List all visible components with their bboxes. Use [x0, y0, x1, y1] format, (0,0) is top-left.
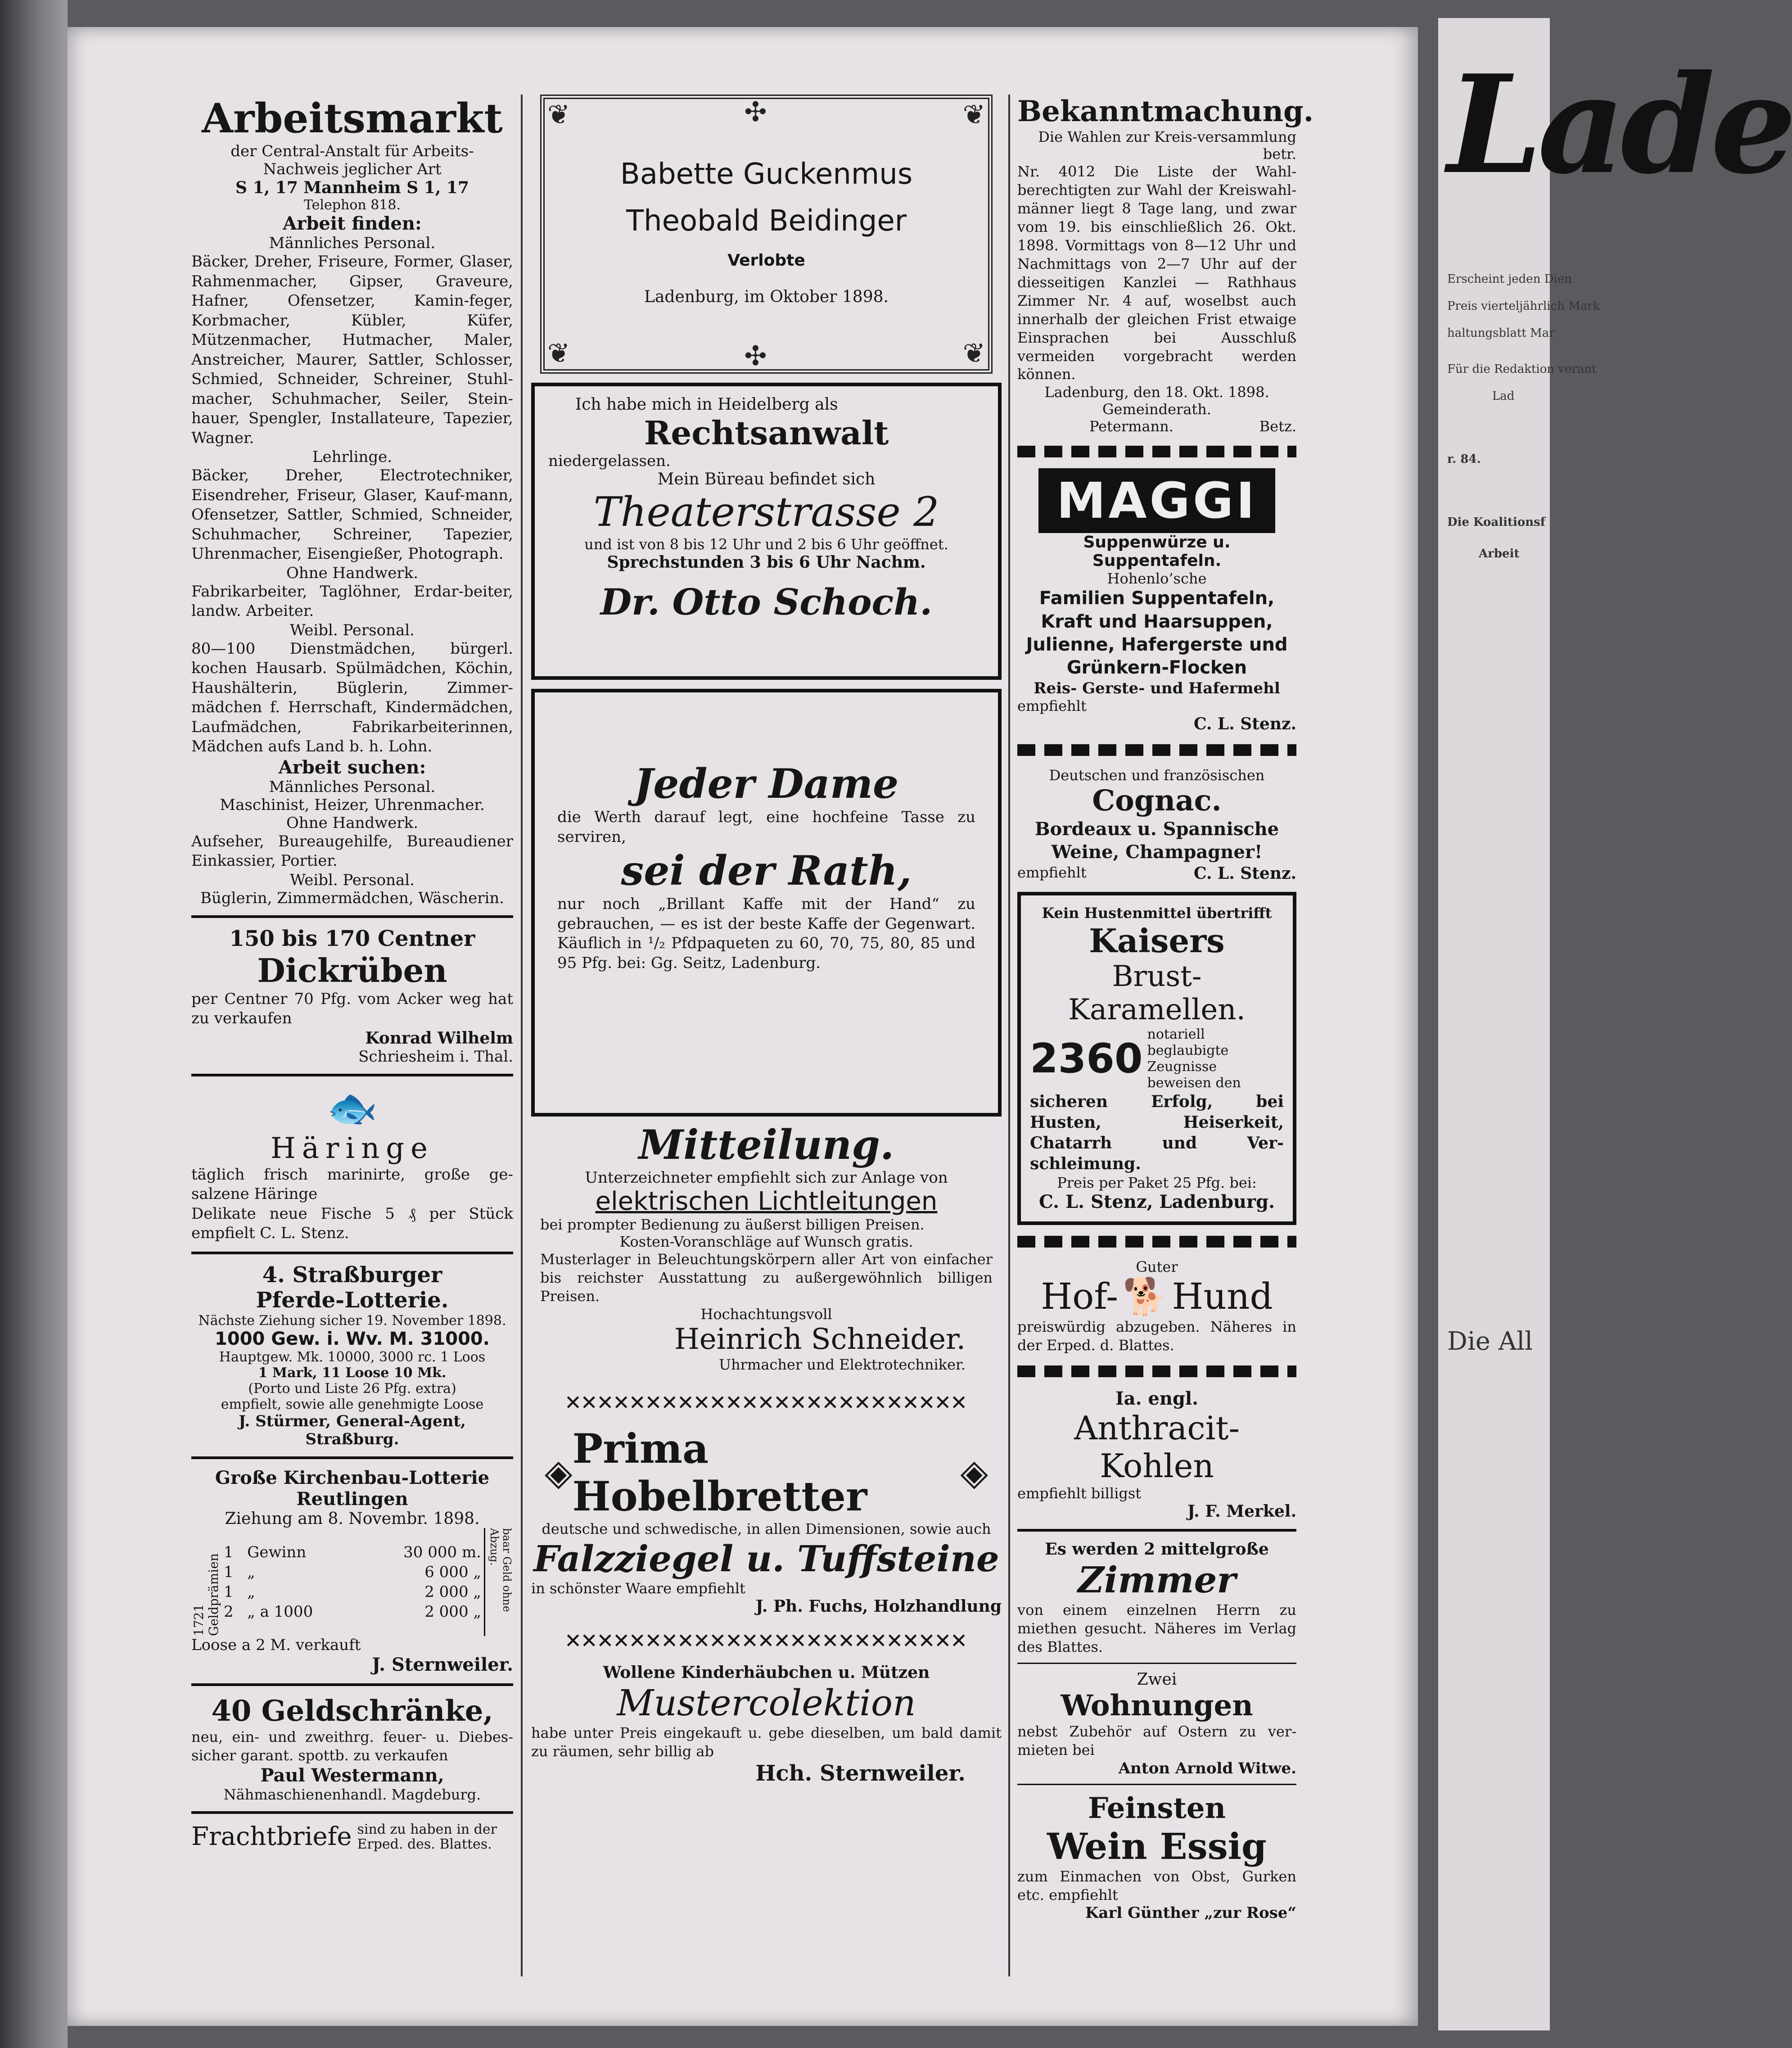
dickrueben-quantity: 150 bis 170 Centner: [229, 926, 475, 951]
bekanntmachung-title: Bekanntmachung.: [1017, 95, 1314, 128]
list-ohne-handwerk: Fabrikarbeiter, Taglöhner, Erdar-beiter, landw. Arbeiter.: [191, 582, 513, 620]
middle-column: [531, 95, 1002, 1786]
arbeitsmarkt-subtitle: der Central-Anstalt für Arbeits-: [230, 142, 474, 160]
maggi-reis: Reis- Gerste- und Hafermehl: [1034, 679, 1280, 698]
diamond-icon: ◈: [960, 1451, 988, 1494]
mitteilung-intro: Unterzeichneter empfiehlt sich zur Anlage von: [585, 1169, 948, 1187]
next-page-masthead: Lade: [1447, 45, 1792, 204]
kirchenbau-date: Ziehung am 8. Novembr. 1898.: [225, 1509, 480, 1528]
heading-arbeit-finden: Arbeit finden:: [283, 213, 422, 234]
hobel-falzziegel: Falzziegel u. Tuffsteine: [533, 1537, 999, 1580]
kaisers-seller: C. L. Stenz, Ladenburg.: [1039, 1191, 1275, 1212]
maggi-seller: C. L. Stenz.: [1193, 714, 1296, 734]
cognac-seller: C. L. Stenz.: [1193, 864, 1296, 883]
kirchenbau-place: Reutlingen: [296, 1488, 408, 1510]
frachtbriefe-title: Frachtbriefe: [191, 1822, 352, 1852]
divider: [191, 915, 513, 918]
divider: [191, 1074, 513, 1076]
arbeitsmarkt-telephone: Telephon 818.: [303, 197, 401, 213]
weinessig-title-2: Wein Essig: [1047, 1825, 1267, 1867]
lotterie-line: Hauptgew. Mk. 10000, 3000 rc. 1 Loos: [219, 1349, 486, 1365]
lotterie-line: empfielt, sowie alle genehmigte Loose: [221, 1396, 484, 1412]
mitteilung-elektrisch: elektrischen Lichtleitungen: [595, 1187, 938, 1216]
dashed-divider: [1017, 446, 1296, 457]
divider: [1017, 1529, 1296, 1532]
geldschraenke-title: 40 Geldschränke,: [211, 1694, 493, 1728]
bekanntmachung-subtitle: Die Wahlen zur Kreis-versammlung betr.: [1038, 128, 1296, 163]
kaisers-price: Preis per Paket 25 Pfg. bei:: [1057, 1174, 1257, 1191]
hund-text: preiswürdig abzugeben. Näheres in der Erped. d. Blattes.: [1017, 1318, 1296, 1354]
dickrueben-text: per Centner 70 Pfg. vom Acker weg hat zu verkaufen: [191, 990, 513, 1028]
ornament-icon: ❦: [547, 99, 570, 131]
column-rule-left: [521, 95, 523, 1976]
next-page-line: Für die Redaktion verant: [1447, 362, 1597, 376]
list-weibl-personal-2: Büglerin, Zimmermädchen, Wäscherin.: [200, 889, 505, 907]
bekanntmachung-gemeinderath: Gemeinderath.: [1102, 401, 1212, 418]
anthracit-heading: Ia. engl.: [1115, 1388, 1199, 1409]
heading-weibl-personal-2: Weibl. Personal.: [290, 871, 415, 889]
bekanntmachung-signatures: [1017, 418, 1296, 435]
kirchenbau-title: Große Kirchenbau-Lotterie: [215, 1467, 490, 1488]
newspaper-page: [68, 27, 1418, 2026]
anthracit-title: Anthracit-Kohlen: [1074, 1409, 1240, 1485]
heading-lehrlinge: Lehrlinge.: [312, 448, 393, 466]
arbeitsmarkt-title: Arbeitsmarkt: [202, 95, 503, 142]
next-page-line: Die All: [1447, 1327, 1533, 1356]
verlobung-name-2: Theobald Beidinger: [626, 204, 907, 238]
divider: [191, 1456, 513, 1459]
bekanntmachung-signature: Betz.: [1259, 418, 1296, 435]
next-page-line: Preis vierteljährlich Mark: [1447, 299, 1600, 313]
mitteilung-beruf: Uhrmacher und Elektrotechniker.: [719, 1356, 966, 1373]
cognac-title: Cognac.: [1092, 784, 1222, 818]
wohnungen-text: nebst Zubehör auf Ostern zu ver-mieten bei: [1017, 1722, 1296, 1759]
next-page-line: Erscheint jeden Dien: [1447, 272, 1572, 286]
heading-arbeit-suchen: Arbeit suchen:: [278, 756, 426, 778]
kirchenbau-loose: Loose a 2 M. verkauft: [191, 1636, 361, 1654]
divider: [191, 1683, 513, 1686]
hund-title-row: [1017, 1275, 1296, 1318]
haeringe-offer: Delikate neue Fische 5 ₰ per Stück empfielt C. L. Stenz.: [191, 1204, 513, 1243]
heading-maennliches-personal-2: Männliches Personal.: [269, 778, 436, 796]
mitteilung-line: Musterlager in Beleuchtungskörpern aller Art von einfacher bis reichster Ausstattung zu außergewöhnlich billigen Preisen.: [540, 1251, 993, 1305]
anthracit-text: empfiehlt billigst: [1017, 1484, 1142, 1502]
ornament-icon: ❦: [962, 99, 985, 131]
mitteilung-hochachtungsvoll: Hochachtungsvoll: [700, 1305, 832, 1323]
hobel-waare: in schönster Waare empfiehlt: [531, 1579, 745, 1597]
kaffee-text-2: nur noch „Brillant Kaffe mit der Hand“ zu gebrauchen, — es ist der beste Kaffe der Gegenwart. Käuflich in ¹/₂ Pfdpaqueten zu 60, 70, 75, 80, 85 und 95 Pfg. bei: Gg. Seitz, Ladenburg.: [557, 895, 975, 972]
maggi-ad: [1017, 468, 1296, 733]
knot-icon: ✣: [744, 340, 767, 372]
kaisers-number-text: notariell beglaubigte Zeugnisse beweisen den: [1147, 1026, 1241, 1091]
next-page-line: Die Koalitionsf: [1447, 515, 1545, 529]
lotterie-prizes: 1000 Gew. i. Wv. M. 31000.: [215, 1328, 490, 1349]
haeringe-text: täglich frisch marinirte, große ge-salzene Häringe: [191, 1165, 513, 1203]
kaisers-number: 2360: [1030, 1035, 1143, 1083]
list-ohne-handwerk-2: Aufseher, Bureaugehilfe, Bureaudiener Einkassier, Portier.: [191, 832, 513, 870]
wohnungen-heading: Zwei: [1137, 1670, 1177, 1689]
ornament-icon: ❦: [962, 338, 985, 369]
hund-title-2: Hund: [1172, 1275, 1273, 1318]
rechtsanwalt-name: Dr. Otto Schoch.: [600, 581, 933, 623]
next-page-line: haltungsblatt Mar: [1447, 326, 1555, 340]
frachtbriefe-ad: [191, 1822, 513, 1852]
lotterie-line: 1 Mark, 11 Loose 10 Mk.: [258, 1365, 447, 1381]
kaisers-text: sicheren Erfolg, bei Husten, Heiserkeit, Chatarrh und Ver-schleimung.: [1030, 1092, 1284, 1173]
dickrueben-place: Schriesheim i. Thal.: [358, 1047, 513, 1066]
kaisers-heading: Kein Hustenmittel übertrifft: [1042, 904, 1272, 922]
table-row: 1 „ 6 000 „: [224, 1563, 481, 1581]
weinessig-seller: Karl Günther „zur Rose“: [1085, 1904, 1296, 1922]
divider: [191, 1252, 513, 1254]
next-page-line: r. 84.: [1447, 452, 1481, 466]
diamond-icon: ◈: [545, 1451, 573, 1494]
kirchenbau-prize-block: [191, 1528, 513, 1636]
arbeitsmarkt-address: S 1, 17 Mannheim S 1, 17: [235, 178, 469, 197]
rechtsanwalt-hours: und ist von 8 bis 12 Uhr und 2 bis 6 Uhr geöffnet.: [584, 536, 948, 553]
heading-maennliches-personal: Männliches Personal.: [269, 234, 436, 252]
dashed-divider: [1017, 744, 1296, 756]
mitteilung-ad: [531, 1117, 1002, 1378]
hobel-text: deutsche und schwedische, in allen Dimensionen, sowie auch: [542, 1520, 991, 1537]
frachtbriefe-text: sind zu haben in der Erped. des. Blattes.: [357, 1821, 497, 1852]
maggi-hohenlohe: Hohenlo’sche: [1107, 570, 1207, 588]
ornament-icon: ❦: [547, 338, 570, 369]
list-maennliches-personal-2: Maschinist, Heizer, Uhrenmacher.: [220, 796, 485, 814]
binding-board: [0, 0, 68, 2048]
rechtsanwalt-intro: Ich habe mich in Heidelberg als: [575, 395, 838, 414]
knot-icon: ✣: [744, 96, 767, 128]
muster-heading: Wollene Kinderhäubchen u. Mützen: [603, 1663, 930, 1682]
rechtsanwalt-sprechstunden: Sprechstunden 3 bis 6 Uhr Nachm.: [607, 553, 926, 572]
maggi-subtitle: Suppenwürze u. Suppentafeln.: [1083, 533, 1231, 570]
bekanntmachung-signature: Petermann.: [1089, 418, 1174, 435]
rechtsanwalt-title: Rechtsanwalt: [644, 414, 889, 452]
muster-title: Mustercolektion: [617, 1682, 916, 1724]
rechtsanwalt-street: Theaterstrasse 2: [593, 488, 939, 536]
dashed-divider: [1017, 1236, 1296, 1248]
cognac-empfiehlt: empfiehlt: [1017, 864, 1087, 881]
heading-ohne-handwerk: Ohne Handwerk.: [286, 564, 419, 582]
heading-ohne-handwerk-2: Ohne Handwerk.: [286, 814, 419, 832]
maggi-empfiehlt: empfiehlt: [1017, 697, 1087, 715]
x-border: ✕✕✕✕✕✕✕✕✕✕✕✕✕✕✕✕✕✕✕✕✕✕✕✕✕: [565, 1624, 967, 1654]
mitteilung-name: Heinrich Schneider.: [674, 1322, 966, 1356]
column-rule-right: [1008, 95, 1010, 1976]
wohnungen-landlord: Anton Arnold Witwe.: [1118, 1759, 1296, 1777]
dickrueben-seller: Konrad Wilhelm: [365, 1028, 513, 1048]
hund-title: Hof-: [1041, 1275, 1119, 1318]
kaffee-rath: sei der Rath,: [621, 847, 912, 895]
cognac-heading: Deutschen und französischen: [1049, 767, 1265, 784]
kaffee-ad: [531, 689, 1002, 1117]
bekanntmachung-date: Ladenburg, den 18. Okt. 1898.: [1044, 384, 1269, 401]
table-row: 2 „ a 1000 2 000 „: [224, 1602, 481, 1621]
hund-heading: Guter: [1136, 1258, 1178, 1275]
muster-seller: Hch. Sternweiler.: [755, 1760, 966, 1786]
divider: [1017, 1663, 1296, 1664]
verlobung-name-1: Babette Guckenmus: [620, 158, 913, 191]
rechtsanwalt-niedergelassen: niedergelassen.: [548, 452, 671, 470]
geldschraenke-place: Nähmaschienenhandl. Magdeburg.: [223, 1786, 481, 1803]
next-page-line: Lad: [1492, 389, 1515, 403]
arbeitsmarkt-subtitle-2: Nachweis jeglicher Art: [263, 160, 442, 178]
zimmer-heading: Es werden 2 mittelgroße: [1045, 1539, 1269, 1559]
divider: [191, 1811, 513, 1814]
wohnungen-title: Wohnungen: [1061, 1688, 1253, 1722]
verlobung-ad: [540, 95, 993, 374]
kaisers-subtitle: Brust-Karamellen.: [1068, 959, 1246, 1026]
geldschraenke-seller: Paul Westermann,: [260, 1764, 444, 1786]
muster-text: habe unter Preis eingekauft u. gebe dieselben, um bald damit zu räumen, sehr billig ab: [531, 1724, 1002, 1760]
rechtsanwalt-ad: [531, 383, 1002, 680]
kaffee-title: Jeder Dame: [634, 760, 899, 808]
zimmer-text: von einem einzelnen Herrn zu miethen gesucht. Näheres im Verlag des Blattes.: [1017, 1601, 1296, 1655]
dashed-divider: [1017, 1365, 1296, 1377]
bekanntmachung-text: Nr. 4012 Die Liste der Wahl-berechtigten zur Wahl der Kreiswahl-männer liegt 8 Tage lang, und zwar vom 19. bis einschließlich 26. Okt. 1898. Vormittags von 8—12 Uhr und Nachmittags von 2—7 Uhr auf der diesseitigen Kanzlei — Rathhaus Zimmer Nr. 4 auf, woselbst auch innerhalb der gleichen Frist etwaige Einsprachen bei Ausschluß vermeiden vorgebracht werden können.: [1017, 163, 1296, 383]
verlobung-date: Ladenburg, im Oktober 1898.: [644, 288, 889, 306]
kirchenbau-seller: J. Sternweiler.: [372, 1654, 513, 1675]
maggi-empfiehlt-row: [1017, 697, 1296, 714]
lotterie-title-2: Pferde-Lotterie.: [256, 1287, 449, 1313]
cognac-footer: [1017, 864, 1296, 883]
weinessig-text: zum Einmachen von Obst, Gurken etc. empfiehlt: [1017, 1867, 1296, 1903]
dog-icon: 🐕: [1123, 1275, 1168, 1317]
kirchenbau-side-label-2: baar Geld ohne Abzug.: [484, 1528, 513, 1636]
lotterie-date: Nächste Ziehung sicher 19. November 1898.: [198, 1312, 506, 1329]
kaffee-text: die Werth darauf legt, eine hochfeine Tasse zu serviren,: [557, 808, 975, 846]
verlobung-label: Verlobte: [727, 251, 805, 270]
haeringe-title: Häringe: [270, 1131, 434, 1165]
mitteilung-title: Mitteilung.: [638, 1121, 894, 1169]
kirchenbau-prize-table: [221, 1542, 484, 1622]
geldschraenke-text: neu, ein- und zweithrg. feuer- u. Diebes-sicher garant. spottb. zu verkaufen: [191, 1728, 513, 1764]
maggi-logo: MAGGI: [1038, 468, 1275, 533]
mitteilung-line: Kosten-Voranschläge auf Wunsch gratis.: [619, 1233, 913, 1250]
list-maennliches-personal: Bäcker, Dreher, Friseure, Former, Glaser, Rahmenmacher, Gipser, Graveure, Hafner, Ofensetzer, Kamin-feger, Korbmacher, Kübler, Küfer, Mützenmacher, Hutmacher, Maler, Anstreicher, Maurer, Sattler, Schlosser, Schmied, Schneider, Schreiner, Stuhl-macher, Schuhmacher, Seiler, Stein-hauer, Spengler, Installateure, Tapezier, Wagner.: [191, 253, 513, 447]
mitteilung-line: bei prompter Bedienung zu äußerst billigen Preisen.: [540, 1216, 925, 1233]
x-border: ✕✕✕✕✕✕✕✕✕✕✕✕✕✕✕✕✕✕✕✕✕✕✕✕✕: [565, 1386, 967, 1416]
lotterie-title: 4. Straßburger: [262, 1262, 442, 1288]
heading-weibl-personal: Weibl. Personal.: [290, 621, 415, 639]
hobel-seller: J. Ph. Fuchs, Holzhandlung: [755, 1596, 1002, 1616]
lotterie-agent: J. Stürmer, General-Agent, Straßburg.: [239, 1412, 466, 1448]
kirchenbau-side-label: 1721 Geldprämien: [191, 1553, 221, 1636]
hobel-title: Prima Hobelbretter: [572, 1424, 867, 1520]
zimmer-title: Zimmer: [1078, 1558, 1236, 1601]
anthracit-seller: J. F. Merkel.: [1187, 1501, 1296, 1521]
fish-icon: 🐟: [327, 1084, 378, 1132]
kaisers-number-row: [1030, 1026, 1284, 1091]
kaisers-ad: [1017, 892, 1296, 1225]
table-row: 1 „ 2 000 „: [224, 1582, 481, 1601]
list-weibl-personal: 80—100 Dienstmädchen, bürgerl. kochen Hausarb. Spülmädchen, Köchin, Haushälterin, Büglerin, Zimmer-mädchen f. Herrschaft, Kindermädchen, Laufmädchen, Fabrikarbeiterinnen, Mädchen aufs Land b. h. Lohn.: [191, 639, 513, 756]
lotterie-line: (Porto und Liste 26 Pfg. extra): [248, 1380, 456, 1397]
right-column: [1017, 95, 1314, 1922]
left-column: [191, 95, 513, 1852]
hobel-title-row: [531, 1425, 1002, 1520]
maggi-products: Familien Suppentafeln, Kraft und Haarsuppen, Julienne, Hafergerste und Grünkern-Flocken: [1026, 588, 1288, 678]
rechtsanwalt-buero: Mein Büreau befindet sich: [657, 470, 876, 488]
next-page-line: Arbeit: [1479, 547, 1520, 561]
kaisers-title: Kaisers: [1089, 921, 1225, 960]
divider: [1017, 1784, 1296, 1785]
weinessig-title: Feinsten: [1088, 1791, 1226, 1825]
cognac-text: Bordeaux u. Spannische Weine, Champagner!: [1034, 818, 1279, 863]
list-lehrlinge: Bäcker, Dreher, Electrotechniker, Eisendreher, Friseur, Glaser, Kauf-mann, Ofensetzer, Sattler, Schmied, Schneider, Schuhmacher, Schreiner, Tapezier, Uhrenmacher, Eisengießer, Photograph.: [191, 466, 513, 563]
next-page-edge: [1438, 18, 1792, 2030]
table-row: 1 Gewinn 30 000 m.: [224, 1543, 481, 1561]
dickrueben-title: Dickrüben: [257, 951, 447, 990]
